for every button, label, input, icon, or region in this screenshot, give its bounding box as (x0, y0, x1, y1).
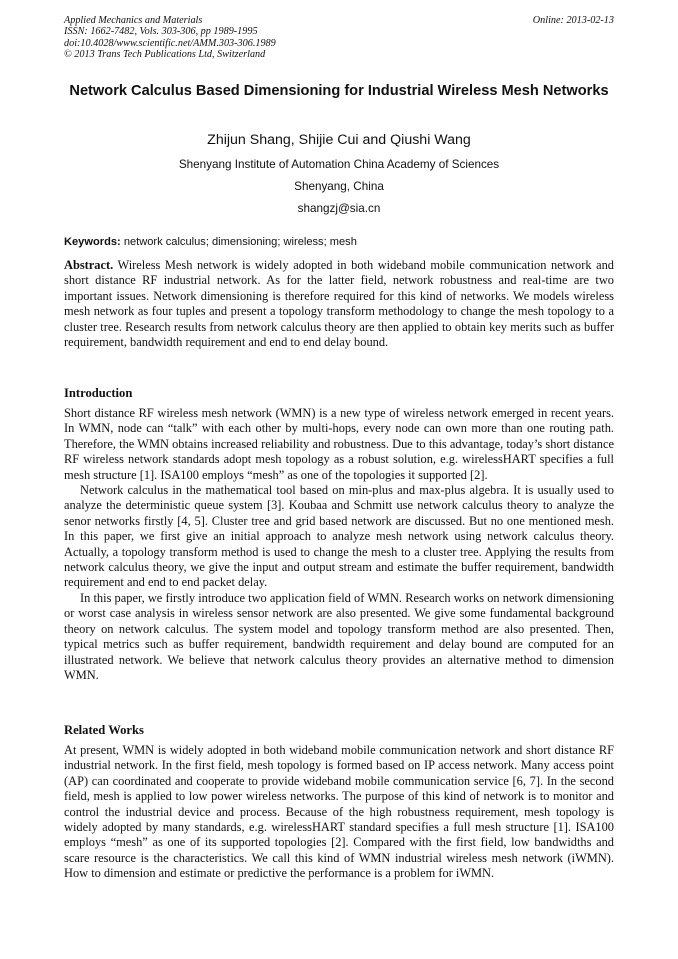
journal-doi: doi:10.4028/www.scientific.net/AMM.303-306.1989 (64, 37, 276, 49)
paper-authors: Zhijun Shang, Shijie Cui and Qiushi Wang (207, 132, 471, 148)
author-affiliation: Shenyang Institute of Automation China Academy of Sciences (178, 158, 500, 171)
author-location: Shenyang, China (294, 180, 384, 193)
introduction-heading: Introduction (64, 386, 133, 400)
intro-paragraph-2: Network calculus in the mathematical tool based on min-plus and max-plus algebra. It is usually used to analyze the deterministic queue system [3]. Koubaa and Schmitt use network calculus theory to analyze the senor networks firstly [4, 5]. Cluster tree and grid based network are discussed. But no one mentioned mesh. In this paper, we first give an initial approach to analyze mesh network using network calculus theory. Actually, a topology transform method is used to change the mesh to a cluster tree. Applying the results from network calculus theory, we give the input and output stream and estimate the buffer requirement, bandwidth requirement and end to end packet delay. (64, 483, 614, 590)
abstract (64, 258, 614, 350)
keywords (64, 235, 614, 249)
intro-paragraph-3: In this paper, we firstly introduce two application field of WMN. Research works on network dimensioning or worst case analysis in wireless sensor network are also presented. We give some fundamental background theory on network calculus. The system model and topology transform method are also presented. Then, typical metrics such as buffer requirement, bandwidth requirement and delay bound are computed for an illustrated network. We believe that network calculus theory provides an alternative method to dimension WMN. (64, 590, 614, 682)
paper-title: Network Calculus Based Dimensioning for Industrial Wireless Mesh Networks (69, 83, 609, 99)
online-date: Online: 2013-02-13 (532, 15, 614, 26)
related-works-body (64, 743, 614, 882)
journal-header (64, 15, 394, 60)
intro-paragraph-1: Short distance RF wireless mesh network (WMN) is a new type of wireless network emerged in recent years. In WMN, node can “talk” with each other by multi-hops, every node can own more than one routing path. Therefore, the WMN obtains increased reliability and robustness. Due to this advantage, today’s short distance RF wireless network standards adopt mesh topology as a robust solution, e.g. wirelessHART specifies a full mesh structure [1]. ISA100 employs “mesh” as one of the topologies it supported [2]. (64, 406, 614, 482)
keywords-label: Keywords: (64, 236, 121, 248)
related-works-heading: Related Works (64, 723, 144, 737)
keywords-text: network calculus; dimensioning; wireless; mesh (123, 236, 357, 248)
related-paragraph-1: At present, WMN is widely adopted in both wideband mobile communication network and short distance RF industrial network. In the first field, mesh topology is formed based on IP access network. Many access point (AP) can coordinated and cooperate to provide wideband mobile communication service [6, 7]. In the second field, mesh is applied to low power wireless networks. The purpose of this kind of network is to monitor and control the industrial device and process. Because of the high robustness requirement, mesh topology is widely adopted by many standards, e.g. wirelessHART standard specifies a full mesh structure [1]. ISA100 employs “mesh” as one of its supported topologies [2]. Compared with the first field, low bandwidths and scare resource is the characteristics. We call this kind of WMN industrial wireless mesh network (iWMN). How to dimension and estimate or predictive the performance is a problem for iWMN. (64, 743, 614, 881)
abstract-text: Wireless Mesh network is widely adopted in both wideband mobile communication network and short distance RF industrial network. As for the latter field, network robustness and real-time are two important issues. Network dimensioning is therefore required for this kind of networks. We models wireless mesh network as four tuples and present a topology transform methodology to change the mesh topology to a cluster tree. Research results from network calculus theory are then applied to obtain key merits such as buffer requirement, bandwidth requirement and end to end delay bound. (64, 258, 614, 350)
abstract-label: Abstract. (64, 258, 114, 272)
journal-issn: ISSN: 1662-7482, Vols. 303-306, pp 1989-1995 (64, 26, 258, 38)
journal-name: Applied Mechanics and Materials (64, 15, 203, 26)
journal-copyright: © 2013 Trans Tech Publications Ltd, Switzerland (64, 48, 266, 60)
introduction-body (64, 406, 614, 683)
author-email: shangzj@sia.cn (297, 202, 381, 215)
